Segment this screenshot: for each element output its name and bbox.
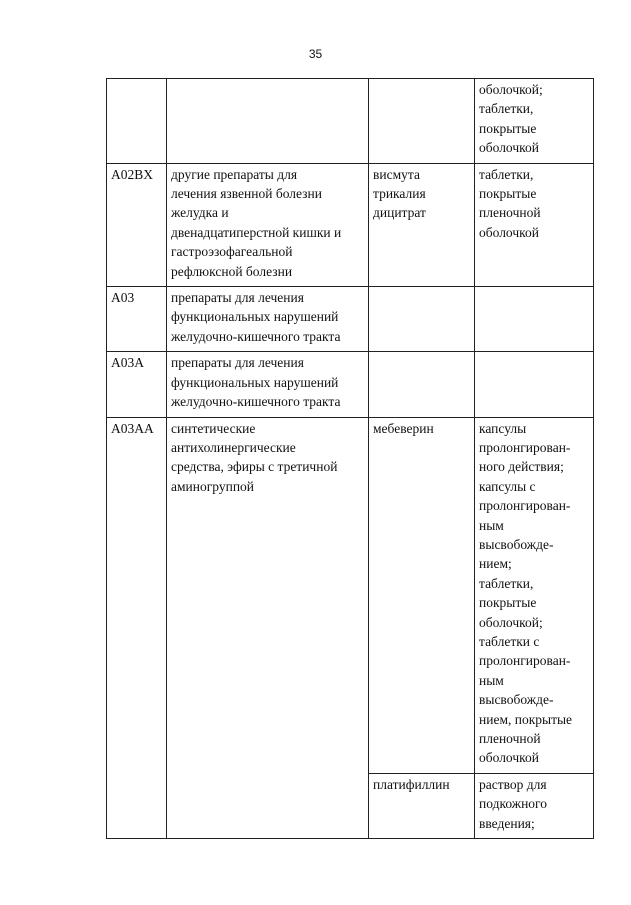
dosage-form-cell: [475, 287, 594, 352]
drug-classification-table: [106, 78, 594, 839]
atc-code-cell: [107, 79, 167, 164]
dosage-form-cell: таблетки, покрытые пленочной оболочкой: [475, 163, 594, 286]
table-row: [107, 287, 594, 352]
group-name-cell: препараты для лечения функциональных нарушений желудочно-кишечного тракта: [167, 352, 369, 417]
table-row: [107, 352, 594, 417]
drug-name-cell: платифиллин: [369, 773, 475, 838]
drug-name-cell: [369, 287, 475, 352]
group-name-cell: синтетические антихолинергические средства, эфиры с третичной аминогруппой: [167, 417, 369, 839]
table-row: [107, 79, 594, 164]
dosage-form-cell: раствор для подкожного введения;: [475, 773, 594, 838]
group-name-cell: другие препараты для лечения язвенной болезни желудка и двенадцатиперстной кишки и гастроэзофагеальной рефлюксной болезни: [167, 163, 369, 286]
dosage-form-cell: капсулы пролонгирован- ного действия; капсулы с пролонгирован- ным высвобожде- нием; таблетки, покрытые оболочкой; таблетки с пролонгирован- ным высвобожде- нием, покрытые пленочной оболочкой: [475, 417, 594, 773]
dosage-form-cell: оболочкой; таблетки, покрытые оболочкой: [475, 79, 594, 164]
atc-code-cell: A03: [107, 287, 167, 352]
dosage-form-cell: [475, 352, 594, 417]
page-number: 35: [308, 47, 323, 61]
drug-name-cell: [369, 352, 475, 417]
atc-code-cell: A03AA: [107, 417, 167, 839]
group-name-cell: препараты для лечения функциональных нарушений желудочно-кишечного тракта: [167, 287, 369, 352]
drug-name-cell: висмута трикалия дицитрат: [369, 163, 475, 286]
table-row: [107, 163, 594, 286]
atc-code-cell: A03A: [107, 352, 167, 417]
table-row: [107, 417, 594, 773]
drug-name-cell: [369, 79, 475, 164]
atc-code-cell: A02BX: [107, 163, 167, 286]
group-name-cell: [167, 79, 369, 164]
drug-name-cell: мебеверин: [369, 417, 475, 773]
